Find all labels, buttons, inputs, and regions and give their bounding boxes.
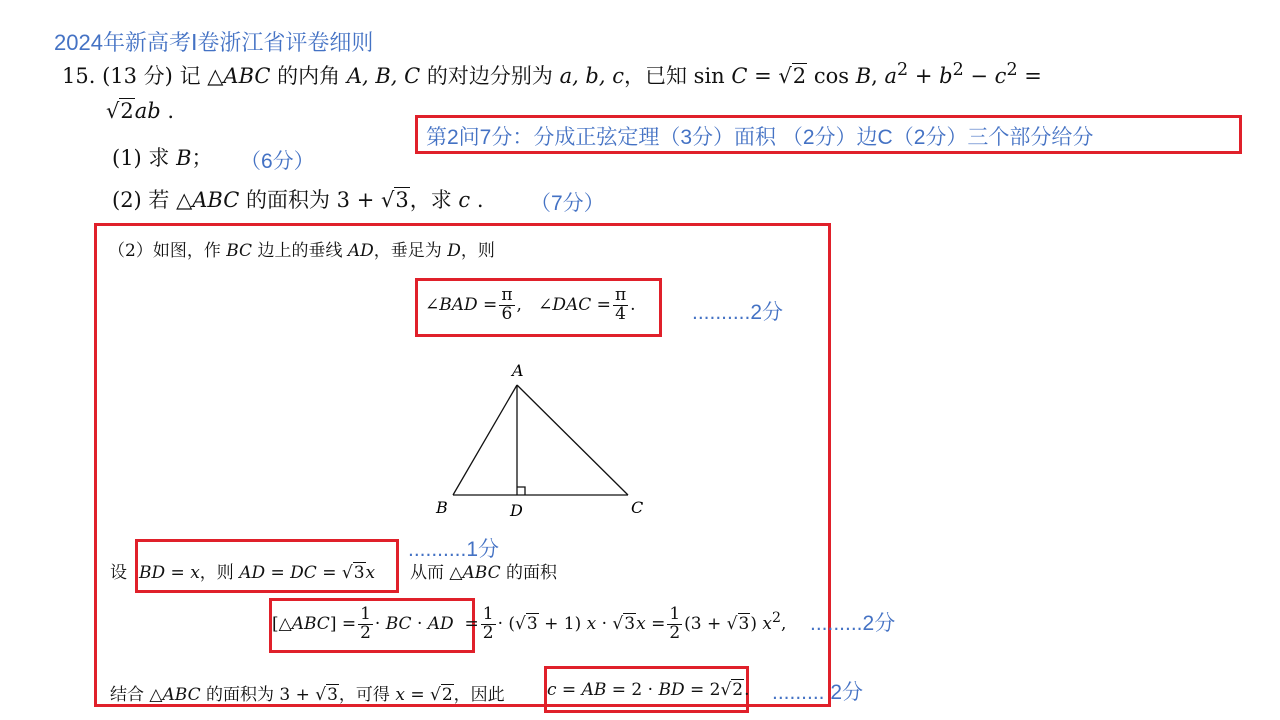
step1-score: ..........2分 [692,301,784,324]
problem-points: (13 分) [102,64,173,88]
step3-score: .........2分 [810,612,896,635]
label-d: D [510,501,523,520]
step4-score: ......... 2分 [772,681,864,704]
problem-number: 15. [62,64,96,88]
label-a: A [512,361,524,380]
part1-question: (1) 求 B； [112,146,213,170]
label-b: B [436,498,448,517]
step2-prefix: 设 [110,563,127,583]
right-angle-mark [517,487,525,495]
side-ac [517,385,628,495]
part2-score: （7分） [530,192,605,215]
step2-boxed: BD = x，则 AD = DC = √3x [139,563,376,583]
part1-score: （6分） [240,150,315,173]
page-title: 2024年新高考Ⅰ卷浙江省评卷细则 [54,30,374,55]
step2-suffix: 从而 △ABC 的面积 [410,563,557,583]
scoring-note: 第2问7分：分成正弦定理（3分）面积 （2分）边C（2分）三个部分给分 [426,126,1094,149]
problem-stem-line2: √2ab . [106,99,175,123]
problem-stem [62,60,1042,90]
step2-score: ..........1分 [408,538,500,561]
triangle-figure [430,355,660,525]
solution-intro: （2）如图，作 BC 边上的垂线 AD，垂足为 D，则 [108,241,495,261]
label-c: C [631,498,644,517]
step1-formula: ∠BAD = $\frac{\pi}{6}$ , ∠DAC = $\frac{\pi}{4}$ . [425,285,636,324]
part2-question: (2) 若 △ABC 的面积为 3 + √3，求 c . [112,188,484,212]
step3-formula: [△ABC] = $\frac{1}{2}$ · BC · AD = $\frac{1}{2}$ · (√3 + 1) x · √3x = $\frac{1}{2}$ (3 + √3) $x^2$, [272,604,787,643]
step4-prefix: 结合 △ABC 的面积为 3 + √3，可得 x = √2，因此 [110,685,505,705]
side-ab [453,385,517,495]
problem-stem-line1: 记 △ABC 的内角 A, B, C 的对边分别为 a, b, c，已知 sin C = √2 cos B, $a^2 + b^2 - c^2$ = [179,60,1042,88]
step4-boxed: c = AB = 2 · BD = 2√2. [547,680,750,700]
